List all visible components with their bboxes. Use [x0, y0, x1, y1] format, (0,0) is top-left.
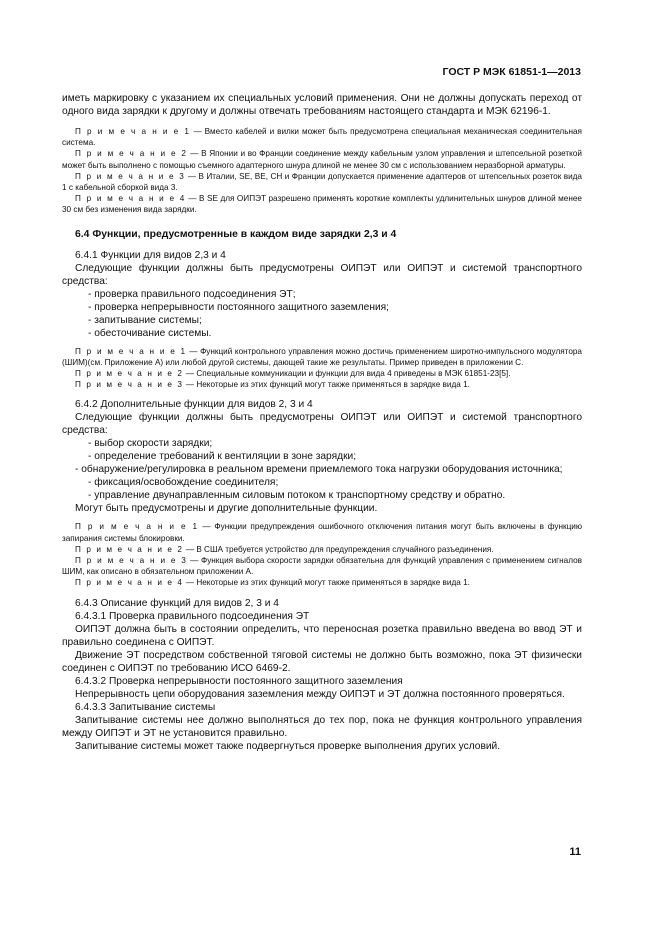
intro-paragraph: иметь маркировку с указанием их специальных условий применения. Они не должны допускать переход от одного вида зарядки к другому и должны отвечать требованиям настоящего стандарта и МЭК 62196-1.: [62, 93, 582, 117]
list-item: - проверка правильного подсоединения ЭТ;: [88, 288, 296, 300]
section-6-4-3-3-para1: Запитывание системы нее должно выполняться до тех пор, пока не функция контрольного управления между ОИПЭТ и ЭТ не установится правильно.: [62, 714, 582, 739]
note-label: П р и м е ч а н и е 3: [75, 380, 184, 390]
note-text: — Функций контрольного управления можно достичь применением широтно-импульсного модулятора (ШИМ)(см. Приложение А) или любой другой системы, дающей такие же результаты. Пример приведен в приложении С.: [62, 346, 582, 367]
section-6-4-3-3-para2: Запитывание системы может также подвергнуться проверке выполнения других условий.: [75, 740, 501, 752]
list-item: - обесточивание системы.: [88, 327, 212, 339]
section-6-4-2-heading: 6.4.2 Дополнительные функции для видов 2, 3 и 4: [75, 399, 313, 411]
note-b1: [62, 346, 582, 368]
note-a1: [62, 126, 582, 148]
section-6-4-2-lead: Следующие функции должны быть предусмотрены ОИПЭТ или ОИПЭТ и системой транспортного средства:: [62, 412, 582, 437]
note-c3: [62, 555, 582, 577]
note-b3: [62, 379, 582, 390]
section-6-4-2-tail: Могут быть предусмотрены и другие дополнительные функции.: [75, 503, 378, 515]
note-text: — Некоторые из этих функций могут также применяться в зарядке вида 1.: [183, 578, 470, 588]
list-item: - запитывание системы;: [88, 314, 202, 326]
note-label: П р и м е ч а н и е 4: [75, 578, 184, 588]
list-item: - определение требований к вентиляции в зоне зарядки;: [88, 451, 357, 463]
note-label: П р и м е ч а н и е 3: [75, 556, 188, 566]
note-b2: [62, 368, 582, 379]
note-text: — Функции предупреждения ошибочного отключения питания могут быть включены в функцию запирания системы блокировки.: [62, 522, 582, 543]
list-item: - управление двунаправленным силовым потоком к транспортному средству и обратно.: [88, 490, 506, 502]
note-text: — Вместо кабелей и вилки может быть предусмотрена специальная механическая соединительная система.: [62, 127, 582, 148]
note-text: — В Италии, SE, BE, CH и Франции допускается применение адаптеров от штепсельных розеток вида 1 с кабельной сборкой вида 3.: [62, 171, 582, 193]
note-c2: [62, 544, 582, 555]
note-c4: [62, 577, 582, 588]
list-item: - обнаружение/регулировка в реальном времени приемлемого тока нагрузки оборудования источника;: [75, 464, 563, 476]
note-label: П р и м е ч а н и е 4: [75, 194, 186, 204]
note-a4: [62, 193, 582, 215]
list-item: - фиксация/освобождение соединителя;: [88, 477, 279, 489]
section-6-4-1-heading: 6.4.1 Функции для видов 2,3 и 4: [75, 249, 226, 261]
page-number: 11: [569, 846, 581, 858]
section-6-4-heading: 6.4 Функции, предусмотренные в каждом виде зарядки 2,3 и 4: [75, 228, 397, 240]
document-standard-id: ГОСТ Р МЭК 61851-1—2013: [442, 66, 581, 78]
note-label: П р и м е ч а н и е 3: [75, 171, 186, 181]
document-body: [62, 92, 582, 753]
note-label: П р и м е ч а н и е 2: [75, 544, 184, 554]
section-6-4-1-lead: Следующие функции должны быть предусмотрены ОИПЭТ или ОИПЭТ и системой транспортного средства:: [62, 262, 582, 287]
note-c1: [62, 521, 582, 543]
note-text: — В Японии и во Франции соединение между кабельным узлом управления и штепсельной розеткой может быть выполнено с помощью съемного адаптерного шнура длиной не менее 30 см с использованием неразборной арматуры.: [62, 149, 582, 170]
note-text: — В SE для ОИПЭТ разрешено применять короткие комплекты удлинительных шнуров длиной менее 30 см без изменения вида зарядки.: [62, 194, 582, 215]
section-6-4-3-1-para1: ОИПЭТ должна быть в состоянии определить, что переносная розетка правильно введена во ввод ЭТ и правильно соединена с ОИПЭТ.: [62, 623, 582, 648]
section-6-4-3-1-para2: Движение ЭТ посредством собственной тяговой системы не должно быть возможно, пока ЭТ физически соединен с ОИПЭТ по требованию ИСО 6469-2.: [62, 649, 582, 674]
section-6-4-3-2-para1: Непрерывность цепи оборудования заземления между ОИПЭТ и ЭТ должна постоянного проверяться.: [75, 688, 565, 700]
note-text: — Функция выбора скорости зарядки обязательна для функций управления с применением сигналов ШИМ, как описано в обязательном приложении А.: [62, 556, 582, 577]
note-a2: [62, 148, 582, 170]
note-label: П р и м е ч а н и е 1: [75, 346, 187, 356]
note-label: П р и м е ч а н и е 1: [75, 522, 199, 532]
section-6-4-3-heading: 6.4.3 Описание функций для видов 2, 3 и 4: [75, 597, 279, 609]
note-a3: [62, 171, 582, 193]
note-text: — Некоторые из этих функций могут также применяться в зарядке вида 1.: [183, 380, 470, 390]
list-item: - выбор скорости зарядки;: [88, 438, 213, 450]
note-label: П р и м е ч а н и е 1: [75, 127, 191, 136]
note-label: П р и м е ч а н и е 2: [75, 149, 188, 159]
section-6-4-3-3-heading: 6.4.3.3 Запитывание системы: [75, 701, 216, 713]
section-6-4-3-2-heading: 6.4.3.2 Проверка непрерывности постоянного защитного заземления: [75, 675, 403, 687]
list-item: - проверка непрерывности постоянного защитного заземления;: [88, 301, 389, 313]
note-text: — Специальные коммуникации и функции для вида 4 приведены в МЭК 61851-23[5].: [183, 369, 511, 379]
note-label: П р и м е ч а н и е 2: [75, 369, 184, 379]
note-text: — В США требуется устройство для предупреждения случайного разъединения.: [183, 544, 494, 554]
section-6-4-3-1-heading: 6.4.3.1 Проверка правильного подсоединения ЭТ: [75, 610, 310, 622]
